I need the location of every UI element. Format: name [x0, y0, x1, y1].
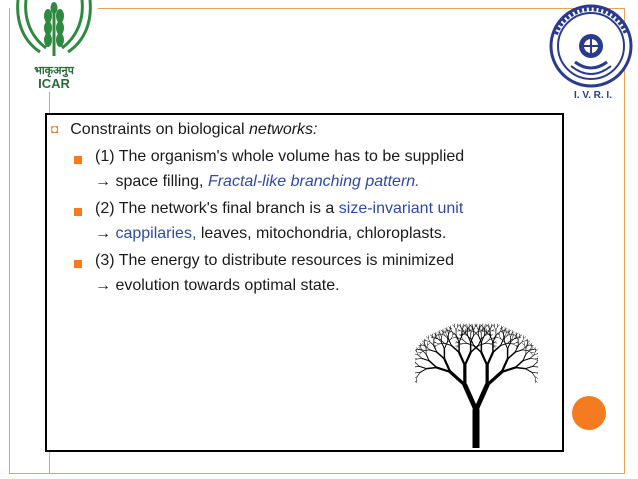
fractal-tree-image [415, 298, 538, 448]
arrow-icon: → [95, 173, 111, 190]
item-3-line-1: (3) The energy to distribute resources is minimized [95, 252, 454, 269]
item-2-line-2 [95, 225, 446, 243]
item-3-rest: evolution towards optimal state. [115, 277, 340, 294]
arrow-icon: → [95, 225, 111, 242]
bullet-ring-icon: ◘ [51, 122, 59, 136]
item-1-line-1: (1) The organism's whole volume has to be supplied [95, 148, 465, 165]
item-2-blue: size-invariant unit [338, 200, 464, 217]
item-1-text: space filling, [115, 173, 208, 190]
arrow-icon: → [95, 277, 111, 294]
bullet-heading [51, 121, 317, 139]
item-2-rest: leaves, mitochondria, chloroplasts. [196, 225, 447, 242]
heading-text: Constraints on biological [70, 121, 250, 138]
item-1-line-2 [95, 173, 420, 191]
item-3-line-2 [95, 277, 340, 295]
ivri-logo [541, 0, 635, 104]
bullet-square-icon [74, 208, 82, 216]
item-1-italic: Fractal-like branching pattern. [207, 173, 420, 190]
heading-italic: networks: [249, 121, 318, 138]
item-2-text: (2) The network's final branch is a [95, 200, 339, 217]
ivri-logo-text: I. V. R. I. [574, 90, 612, 101]
decorative-orange-circle [572, 396, 606, 430]
icar-logo-hindi: भाकृअनुप [34, 65, 74, 77]
bullet-square-icon [74, 260, 82, 268]
item-2-blue2: cappilaries, [115, 225, 197, 242]
icar-logo-text: ICAR [38, 76, 70, 91]
bullet-square-icon [74, 156, 82, 164]
icar-logo [10, 0, 98, 92]
item-2-line-1 [95, 200, 463, 218]
